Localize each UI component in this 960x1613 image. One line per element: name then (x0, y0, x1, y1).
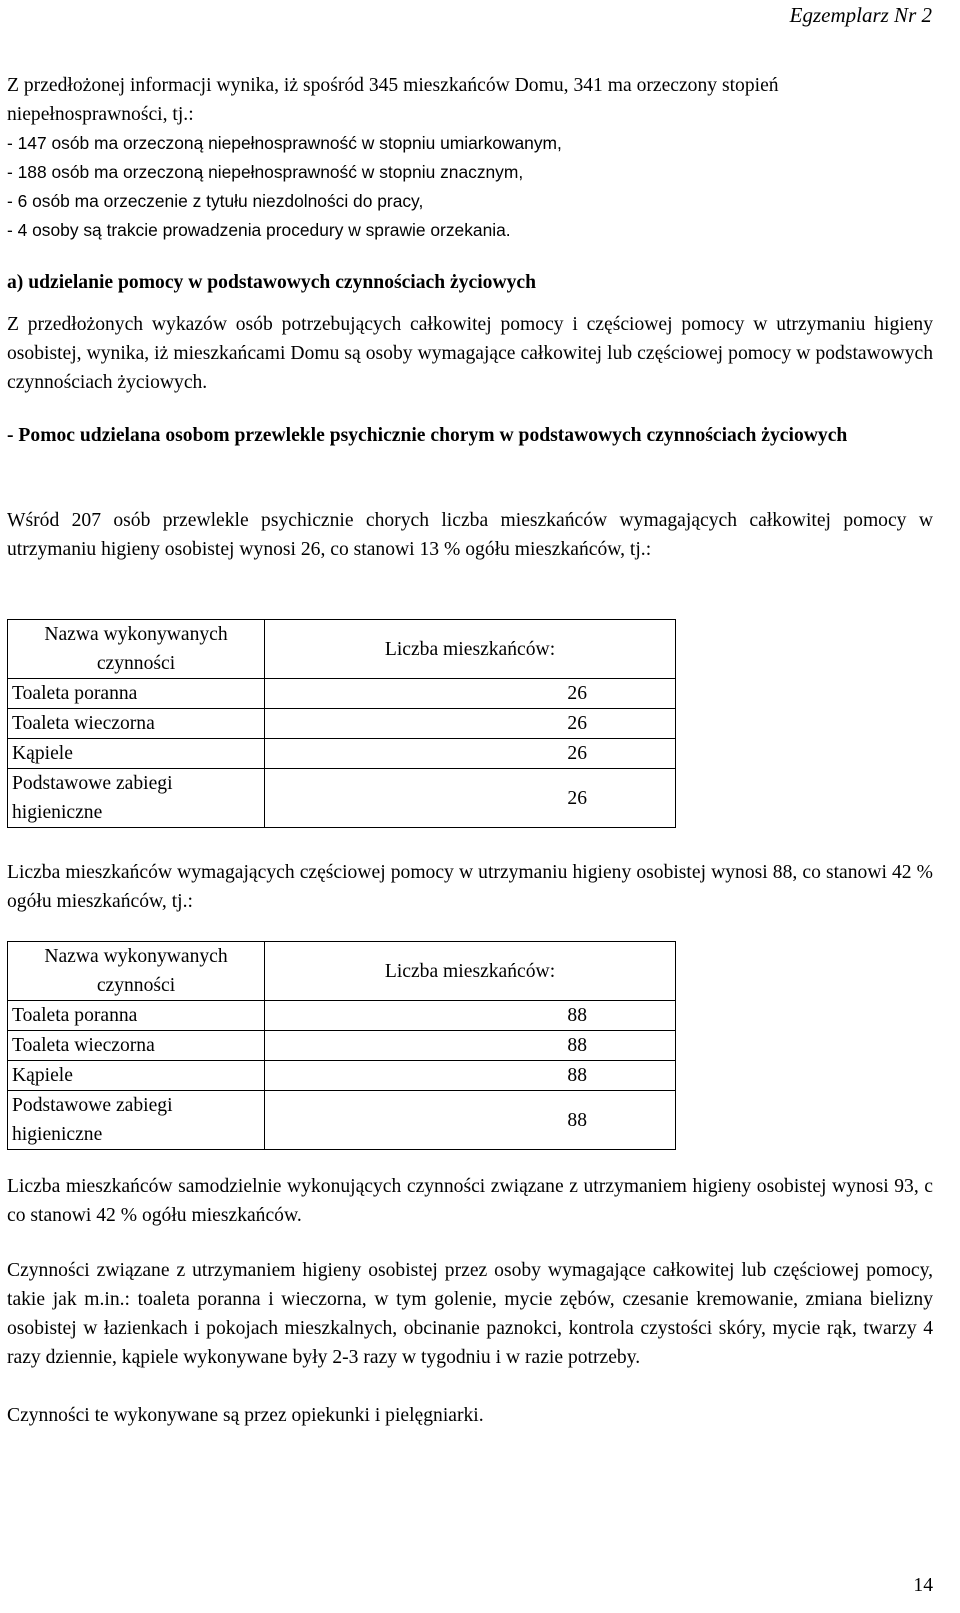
activity-name: Podstawowe zabiegi higieniczne (8, 1091, 265, 1150)
activity-name: Toaleta poranna (8, 1001, 265, 1031)
table-row (8, 1061, 676, 1091)
resident-count: 26 (265, 709, 676, 739)
resident-count: 88 (265, 1061, 676, 1091)
resident-count: 88 (265, 1001, 676, 1031)
intro-list-item: - 188 osób ma orzeczoną niepełnosprawność w stopniu znacznym, (7, 162, 524, 182)
intro-list-item: - 4 osoby są trakcie prowadzenia procedury w sprawie orzekania. (7, 220, 511, 240)
resident-count: 88 (265, 1091, 676, 1150)
resident-count: 88 (265, 1031, 676, 1061)
resident-count: 26 (265, 739, 676, 769)
table-header-count: Liczba mieszkańców: (265, 620, 676, 679)
full-assistance-table (7, 619, 676, 828)
table-row (8, 739, 676, 769)
table-row (8, 679, 676, 709)
table-header-row (8, 620, 676, 679)
intro-list-item: - 147 osób ma orzeczoną niepełnosprawność w stopniu umiarkowanym, (7, 133, 562, 153)
partial-assistance-paragraph: Liczba mieszkańców wymagających częściowej pomocy w utrzymaniu higieny osobistej wynosi 88, co stanowi 42 % ogółu mieszkańców, tj.: (7, 862, 933, 912)
resident-count: 26 (265, 769, 676, 828)
table-header-activity: Nazwa wykonywanych czynności (8, 942, 265, 1001)
table-header-row (8, 942, 676, 1001)
activity-name: Toaleta wieczorna (8, 709, 265, 739)
table-row (8, 1091, 676, 1150)
activity-name: Kąpiele (8, 1061, 265, 1091)
table-row (8, 709, 676, 739)
table-header-count: Liczba mieszkańców: (265, 942, 676, 1001)
activity-name: Kąpiele (8, 739, 265, 769)
staff-paragraph: Czynności te wykonywane są przez opiekunki i pielęgniarki. (7, 1405, 484, 1426)
activity-name: Toaleta poranna (8, 679, 265, 709)
intro-list-item: - 6 osób ma orzeczenie z tytułu niezdolności do pracy, (7, 191, 424, 211)
resident-count: 26 (265, 679, 676, 709)
independent-residents-paragraph: Liczba mieszkańców samodzielnie wykonujących czynności związane z utrzymaniem higieny osobistej wynosi 93, c co stanowi 42 % ogółu mieszkańców. (7, 1176, 933, 1226)
table-row (8, 769, 676, 828)
page-number: 14 (913, 1575, 933, 1596)
hygiene-activities-paragraph: Czynności związane z utrzymaniem higieny osobistej przez osoby wymagające całkowitej lub częściowej pomocy, takie jak m.in.: toaleta poranna i wieczorna, w tym golenie, mycie zębów, czesanie kremowanie, zmiana bielizny osobistej w łazienkach i pokojach mieszkalnych, obcinanie paznokci, kontrola czystości skóry, mycie rąk, twarzy 4 razy dziennie, kąpiele wykonywane były 2-3 razy w tygodniu i w razie potrzeby. (7, 1260, 933, 1368)
section-b-heading: - Pomoc udzielana osobom przewlekle psychicznie chorym w podstawowych czynnościach życiowych (7, 425, 848, 446)
table-row (8, 1001, 676, 1031)
table-row (8, 1031, 676, 1061)
copy-number-header: Egzemplarz Nr 2 (789, 3, 932, 27)
partial-assistance-table (7, 941, 676, 1150)
section-b-paragraph: Wśród 207 osób przewlekle psychicznie chorych liczba mieszkańców wymagających całkowitej pomocy w utrzymaniu higieny osobistej wynosi 26, co stanowi 13 % ogółu mieszkańców, tj.: (7, 510, 933, 560)
activity-name: Podstawowe zabiegi higieniczne (8, 769, 265, 828)
section-a-paragraph: Z przedłożonych wykazów osób potrzebujących całkowitej pomocy i częściowej pomocy w utrzymaniu higieny osobistej, wynika, iż mieszkańcami Domu są osoby wymagające całkowitej lub częściowej pomocy w podstawowych czynnościach życiowych. (7, 314, 933, 393)
table-header-activity: Nazwa wykonywanych czynności (8, 620, 265, 679)
section-a-heading: a) udzielanie pomocy w podstawowych czynnościach życiowych (7, 272, 537, 293)
activity-name: Toaleta wieczorna (8, 1031, 265, 1061)
intro-paragraph: Z przedłożonej informacji wynika, iż spośród 345 mieszkańców Domu, 341 ma orzeczony stopień niepełnosprawności, tj.: (7, 75, 779, 125)
